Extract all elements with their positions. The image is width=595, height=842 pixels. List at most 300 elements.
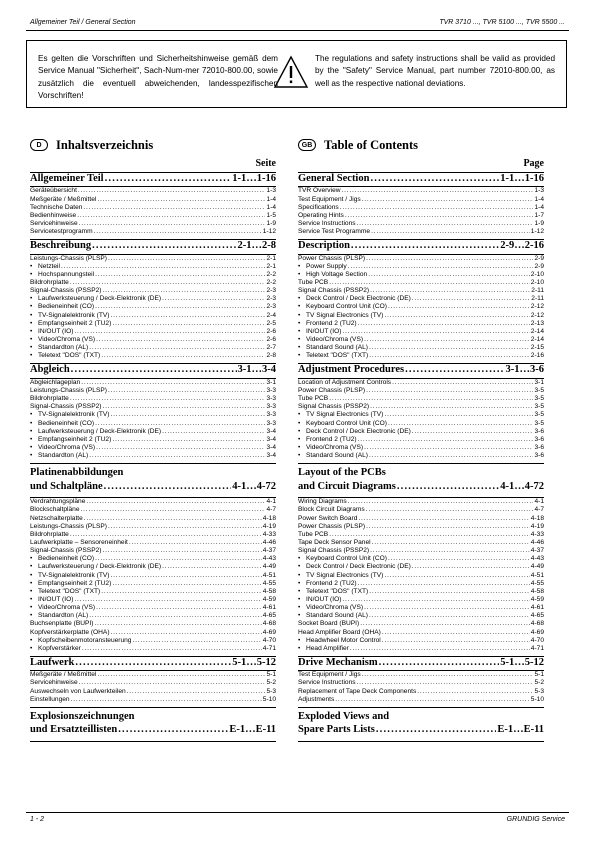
- entry-page: 2-11: [531, 287, 544, 295]
- toc-entry: [30, 547, 276, 555]
- dot-leader: [388, 420, 533, 428]
- entry-page: 4-58: [262, 587, 276, 595]
- toc-entry: [298, 336, 544, 344]
- dot-leader: [364, 604, 530, 612]
- toc-entry: [298, 303, 544, 311]
- dot-leader: [86, 498, 265, 506]
- entry-text: Kopfscheibenmotoransteuerung: [38, 636, 132, 644]
- bullet-icon: •: [30, 452, 33, 460]
- dot-leader: [357, 679, 534, 687]
- toc-entry: [30, 436, 276, 444]
- entry-page: 4-65: [262, 612, 276, 620]
- entry-text: Service Instructions: [298, 679, 356, 687]
- bullet-icon: •: [30, 311, 33, 319]
- toc-entry: [30, 196, 276, 204]
- dot-leader: [340, 204, 534, 212]
- dot-leader: [360, 620, 530, 628]
- bullet-icon: •: [298, 270, 301, 278]
- entry-text-wrap: [298, 588, 368, 596]
- entry-text: Video/Chroma (VS): [306, 604, 364, 612]
- entry-text-wrap: [30, 620, 93, 628]
- bullet-icon: •: [298, 571, 301, 579]
- entry-text-wrap: [298, 498, 347, 506]
- toc-entry: [30, 588, 276, 596]
- section-pages: 3-1…3-6: [505, 364, 544, 376]
- toc-entry: [30, 263, 276, 271]
- entry-text: Signal Chassis (PSSP2): [298, 287, 370, 295]
- entry-text: Empfangseinheit 2 (TU2): [38, 579, 112, 587]
- entry-page: 2-16: [530, 352, 544, 360]
- page-number: 1 - 2: [30, 816, 45, 823]
- entry-page: 4-43: [262, 555, 276, 563]
- bullet-icon: •: [30, 336, 33, 344]
- entry-text-wrap: [298, 444, 363, 452]
- entry-text: Power Switch Board: [298, 514, 358, 522]
- toc-entry: [30, 523, 276, 531]
- section-heading: [30, 481, 276, 498]
- toc-section: [30, 656, 276, 671]
- entry-text-wrap: [30, 387, 107, 395]
- entry-page: 4-70: [262, 636, 276, 644]
- entry-text-wrap: [30, 204, 82, 212]
- entry-text-wrap: [30, 312, 109, 320]
- entry-text: TV-Signalelektronik (TV): [38, 311, 110, 319]
- entry-text-wrap: [30, 604, 95, 612]
- toc-entry: [298, 506, 544, 514]
- section-heading-line1: Exploded Views and: [298, 710, 390, 722]
- dot-leader: [162, 428, 265, 436]
- entry-text-wrap: [30, 428, 161, 436]
- dot-leader: [384, 411, 533, 419]
- entry-page: 2-14: [530, 327, 544, 335]
- bullet-icon: •: [30, 327, 33, 335]
- toc-entry: [30, 220, 276, 228]
- section-pages: 2-1…2-8: [237, 240, 276, 252]
- section-heading: [30, 724, 276, 741]
- entry-text: Empfangseinheit 2 (TU2): [38, 435, 112, 443]
- entry-text: Tube PCB: [298, 395, 329, 403]
- entry-text: Power Supply: [306, 262, 347, 270]
- dot-leader: [397, 481, 499, 492]
- dot-leader: [342, 328, 529, 336]
- dot-leader: [368, 271, 530, 279]
- entry-text-wrap: [30, 436, 111, 444]
- entry-text: Signal-Chassis (PSSP2): [30, 287, 102, 295]
- bullet-icon: •: [298, 427, 301, 435]
- dot-leader: [94, 620, 261, 628]
- entry-text-wrap: [30, 696, 70, 704]
- toc-entry: [30, 645, 276, 653]
- dot-leader: [370, 173, 499, 184]
- toc-english: [298, 137, 544, 742]
- toc-entry: [298, 436, 544, 444]
- dot-leader: [329, 395, 533, 403]
- entry-text: Signal Chassis (PSSP2): [298, 547, 370, 555]
- toc-entry: [298, 328, 544, 336]
- entry-text: Standard Sound (AL): [306, 452, 368, 460]
- dot-leader: [127, 688, 266, 696]
- dot-leader: [342, 596, 529, 604]
- dot-leader: [358, 515, 529, 523]
- entry-text: Netzschalterplatte: [30, 514, 83, 522]
- toc-entry: [298, 563, 544, 571]
- toc-entry: [30, 204, 276, 212]
- entry-text-wrap: [298, 287, 369, 295]
- entry-page: 1-4: [534, 203, 544, 211]
- dot-leader: [417, 688, 533, 696]
- bullet-icon: •: [30, 587, 33, 595]
- section-title: Beschreibung: [30, 240, 92, 252]
- entry-text-wrap: [298, 555, 387, 563]
- bullet-icon: •: [298, 435, 301, 443]
- section-heading: [298, 657, 544, 670]
- page-column-label: Seite: [255, 158, 276, 169]
- entry-page: 4-7: [266, 506, 276, 514]
- entry-page: 4-69: [262, 628, 276, 636]
- entry-text-wrap: [298, 572, 383, 580]
- entry-text: Location of Adjustment Controls: [298, 378, 392, 386]
- toc-heading: [298, 137, 544, 153]
- entry-page: 2-8: [266, 352, 276, 360]
- toc-entry: [30, 515, 276, 523]
- bullet-icon: •: [298, 262, 301, 270]
- entry-page: 5-2: [534, 679, 544, 687]
- bullet-icon: •: [298, 411, 301, 419]
- entry-page: 1-9: [266, 219, 276, 227]
- entry-text-wrap: [30, 212, 76, 220]
- section-title: Spare Parts Lists: [298, 724, 375, 736]
- dot-leader: [412, 428, 534, 436]
- entry-page: 1-7: [534, 211, 544, 219]
- section-title: Adjustment Procedures: [298, 364, 405, 376]
- dot-leader: [83, 204, 265, 212]
- entry-text-wrap: [298, 696, 334, 704]
- entry-text: Operating Hints: [298, 211, 344, 219]
- entry-text: Leistungs-Chassis (PLSP): [30, 254, 107, 262]
- toc-section: [30, 239, 276, 254]
- entry-page: 2-5: [266, 319, 276, 327]
- entry-page: 2-9: [534, 262, 544, 270]
- safety-warning-box: [26, 40, 567, 108]
- entry-text: Tube PCB: [298, 279, 329, 287]
- entry-text-wrap: [30, 228, 93, 236]
- entry-page: 1-4: [534, 195, 544, 203]
- section-title: und Schaltpläne: [30, 480, 103, 492]
- entry-text-wrap: [30, 588, 100, 596]
- toc-entry: [30, 387, 276, 395]
- entry-text-wrap: [298, 228, 370, 236]
- toc-entry: [30, 271, 276, 279]
- toc-entry: [298, 212, 544, 220]
- entry-page: 4-46: [530, 538, 544, 546]
- bullet-icon: •: [298, 327, 301, 335]
- dot-leader: [366, 523, 530, 531]
- entry-page: 4-58: [530, 587, 544, 595]
- toc-entry: [298, 604, 544, 612]
- entry-text: Verdrahtungspläne: [30, 498, 86, 506]
- entry-text: IN/OUT (IO): [306, 595, 342, 603]
- dot-leader: [81, 379, 265, 387]
- entry-text-wrap: [30, 295, 161, 303]
- toc-entry: [298, 287, 544, 295]
- toc-entry: [298, 312, 544, 320]
- toc-section: [298, 172, 544, 187]
- toc-entry: [298, 679, 544, 687]
- dot-leader: [110, 572, 261, 580]
- dot-leader: [364, 444, 533, 452]
- entry-page: 4-18: [530, 514, 544, 522]
- bullet-icon: •: [298, 295, 301, 303]
- entry-page: 1-12: [262, 228, 276, 236]
- dot-leader: [118, 724, 228, 735]
- bullet-icon: •: [30, 303, 33, 311]
- section-heading: [298, 724, 544, 741]
- entry-text-wrap: [30, 531, 69, 539]
- entry-page: 2-7: [266, 344, 276, 352]
- toc-entry: [298, 204, 544, 212]
- toc-entry: [30, 696, 276, 704]
- entry-page: 1-4: [266, 203, 276, 211]
- entry-page: 4-33: [262, 530, 276, 538]
- entry-text: Keyboard Control Unit (CO): [306, 419, 387, 427]
- entry-text-wrap: [30, 187, 77, 195]
- toc-entry: [30, 539, 276, 547]
- dot-leader: [94, 228, 262, 236]
- toc-entry: [30, 336, 276, 344]
- entry-page: 3-5: [534, 395, 544, 403]
- toc-entry: [298, 420, 544, 428]
- section-heading: [30, 657, 276, 670]
- entry-text: Empfangseinheit 2 (TU2): [38, 319, 112, 327]
- entry-text: Tube PCB: [298, 530, 329, 538]
- bullet-icon: •: [30, 352, 33, 360]
- entry-page: 1-9: [534, 219, 544, 227]
- entry-page: 4-18: [262, 514, 276, 522]
- entry-text: IN/OUT (IO): [38, 595, 74, 603]
- entry-text: Standard Sound (AL): [306, 612, 368, 620]
- dot-leader: [71, 364, 237, 375]
- entry-text: Video/Chroma (VS): [38, 604, 96, 612]
- dot-leader: [162, 295, 265, 303]
- entry-text: Standardton (AL): [38, 612, 89, 620]
- toc-entry: [298, 255, 544, 263]
- entry-page: 4-61: [530, 604, 544, 612]
- toc-entry: [298, 220, 544, 228]
- entry-text: Meßgeräte / Meßmittel: [30, 671, 97, 679]
- toc-title-text: Table of Contents: [324, 137, 418, 152]
- dot-leader: [89, 612, 262, 620]
- dot-leader: [101, 352, 265, 360]
- entry-text-wrap: [30, 352, 100, 360]
- language-badge: D: [30, 139, 48, 151]
- entry-page: 2-12: [530, 303, 544, 311]
- entry-text: Video/Chroma (VS): [306, 336, 364, 344]
- entry-text: Buchsenplatte (BUPI): [30, 620, 94, 628]
- entry-text-wrap: [30, 563, 161, 571]
- entry-text-wrap: [298, 539, 371, 547]
- toc-entry: [30, 320, 276, 328]
- toc-entry: [298, 637, 544, 645]
- entry-page: 3-4: [266, 443, 276, 451]
- entry-text: Bildrohrplatte: [30, 395, 69, 403]
- dot-leader: [370, 547, 530, 555]
- dot-leader: [384, 312, 529, 320]
- entry-text: Tape Deck Sensor Panel: [298, 538, 371, 546]
- entry-page: 3-6: [534, 427, 544, 435]
- toc-entry: [30, 596, 276, 604]
- bullet-icon: •: [30, 427, 33, 435]
- entry-text-wrap: [298, 671, 361, 679]
- section-title: Laufwerk: [30, 656, 75, 668]
- section-title: Drive Mechanism: [298, 656, 378, 668]
- toc-entry: [298, 295, 544, 303]
- dot-leader: [102, 287, 265, 295]
- entry-page: 4-43: [530, 555, 544, 563]
- entry-page: 4-51: [262, 571, 276, 579]
- dot-leader: [351, 240, 499, 251]
- entry-page: 2-3: [266, 295, 276, 303]
- dot-leader: [77, 212, 265, 220]
- entry-text: Hochspannungsteil: [38, 270, 95, 278]
- dot-leader: [102, 547, 261, 555]
- dot-leader: [74, 328, 265, 336]
- toc-entry: [30, 287, 276, 295]
- entry-page: 5-10: [530, 695, 544, 703]
- dot-leader: [350, 645, 530, 653]
- entry-text-wrap: [30, 320, 111, 328]
- dot-leader: [108, 387, 266, 395]
- page-column-label: Page: [523, 158, 544, 169]
- bullet-icon: •: [298, 612, 301, 620]
- entry-text-wrap: [30, 411, 109, 419]
- section-heading: [30, 364, 276, 377]
- entry-page: 3-6: [534, 452, 544, 460]
- entry-text: Keyboard Control Unit (CO): [306, 303, 387, 311]
- entry-page: 1-5: [266, 211, 276, 219]
- dot-leader: [335, 696, 530, 704]
- dot-leader: [71, 696, 262, 704]
- dot-leader: [357, 220, 534, 228]
- entry-text-wrap: [30, 523, 107, 531]
- bullet-icon: •: [298, 452, 301, 460]
- entry-page: 4-59: [530, 595, 544, 603]
- entry-text-wrap: [298, 596, 341, 604]
- toc-entry: [298, 403, 544, 411]
- entry-text: Deck Control / Deck Electronic (DE): [306, 295, 411, 303]
- entry-text: Netzteil: [38, 262, 60, 270]
- entry-text-wrap: [298, 580, 357, 588]
- warning-text-de: Es gelten die Vorschriften und Sicherheitshinweise gemäß dem Service Manual "Sicherheit", Sach-Num-mer 72010-800.00, sowie zusätzlich die eventuell abweichenden, landesspezifischen Vorschriften!: [38, 54, 278, 100]
- entry-text-wrap: [298, 403, 369, 411]
- entry-text-wrap: [298, 506, 365, 514]
- bullet-icon: •: [30, 604, 33, 612]
- entry-page: 1-12: [530, 228, 544, 236]
- dot-leader: [366, 387, 533, 395]
- section-title: und Ersatzteillisten: [30, 724, 118, 736]
- dot-leader: [111, 629, 262, 637]
- toc-entry: [298, 671, 544, 679]
- entry-text-wrap: [30, 612, 88, 620]
- entry-page: 3-4: [266, 452, 276, 460]
- dot-leader: [108, 523, 262, 531]
- entry-text: Servicehinweise: [30, 219, 78, 227]
- toc-title-text: Inhaltsverzeichnis: [56, 137, 154, 152]
- section-pages: 1-1…1-16: [500, 173, 544, 184]
- entry-text: Video/Chroma (VS): [38, 336, 96, 344]
- entry-page: 3-5: [534, 403, 544, 411]
- entry-page: 4-71: [262, 644, 276, 652]
- entry-text: Einstellungen: [30, 695, 70, 703]
- bullet-icon: •: [30, 579, 33, 587]
- entry-text-wrap: [298, 395, 328, 403]
- dot-leader: [79, 679, 266, 687]
- header-section-title: Allgemeiner Teil / General Section: [30, 19, 136, 26]
- toc-entry: [298, 411, 544, 419]
- entry-text-wrap: [298, 344, 368, 352]
- dot-leader: [382, 637, 530, 645]
- entry-page: 4-61: [262, 604, 276, 612]
- entry-page: 4-59: [262, 595, 276, 603]
- toc-entry: [30, 612, 276, 620]
- entry-page: 4-68: [262, 620, 276, 628]
- entry-page: 3-4: [266, 427, 276, 435]
- dot-leader: [362, 671, 534, 679]
- language-badge: GB: [298, 139, 316, 151]
- entry-text-wrap: [30, 303, 94, 311]
- section-pages: E-1…E-11: [229, 724, 276, 736]
- entry-text-wrap: [298, 531, 328, 539]
- entry-page: 5-3: [266, 687, 276, 695]
- dot-leader: [372, 539, 530, 547]
- entry-text-wrap: [298, 679, 356, 687]
- toc-entry: [298, 428, 544, 436]
- toc-entry: [298, 344, 544, 352]
- entry-text-wrap: [298, 204, 339, 212]
- entry-page: 2-3: [266, 303, 276, 311]
- entry-text-wrap: [30, 287, 101, 295]
- section-title: Abgleich: [30, 364, 70, 376]
- entry-page: 3-6: [534, 443, 544, 451]
- dot-leader: [369, 452, 534, 460]
- entry-page: 4-46: [262, 538, 276, 546]
- toc-entry: [298, 620, 544, 628]
- toc-entry: [30, 580, 276, 588]
- dot-leader: [384, 572, 529, 580]
- dot-leader: [110, 411, 265, 419]
- entry-text-wrap: [30, 263, 60, 271]
- entry-text: IN/OUT (IO): [38, 327, 74, 335]
- entry-text: Deck Control / Deck Electronic (DE): [306, 427, 411, 435]
- entry-page: 5-3: [534, 687, 544, 695]
- entry-text-wrap: [298, 420, 387, 428]
- entry-text-wrap: [30, 452, 88, 460]
- dot-leader: [112, 436, 265, 444]
- toc-entry: [298, 515, 544, 523]
- section-title: Description: [298, 240, 350, 252]
- entry-page: 4-1: [534, 498, 544, 506]
- entry-page: 3-1: [266, 378, 276, 386]
- toc-entry: [30, 303, 276, 311]
- entry-text-wrap: [30, 572, 109, 580]
- dot-leader: [364, 336, 530, 344]
- dot-leader: [370, 287, 530, 295]
- entry-text: IN/OUT (IO): [306, 327, 342, 335]
- toc-section: [298, 656, 544, 671]
- bullet-icon: •: [30, 344, 33, 352]
- entry-text: Abgleichlageplan: [30, 378, 81, 386]
- entry-page: 4-55: [262, 579, 276, 587]
- entry-page: 4-1: [266, 498, 276, 506]
